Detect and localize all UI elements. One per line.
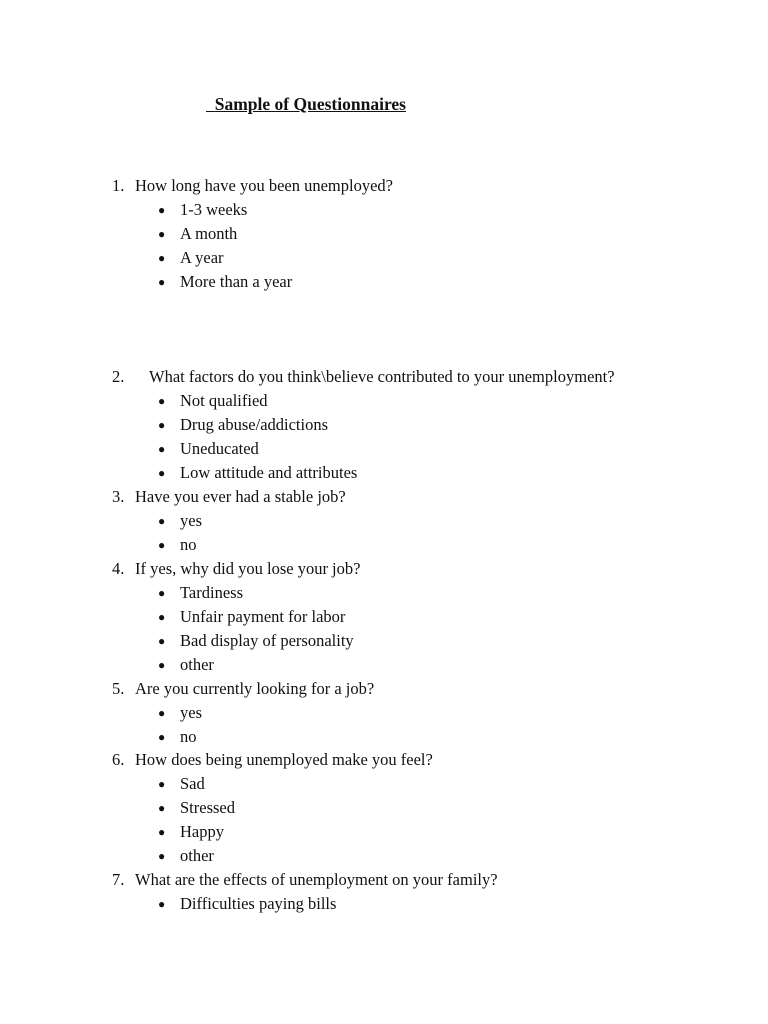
question-7 — [112, 868, 498, 892]
question-text: If yes, why did you lose your job? — [135, 559, 361, 578]
question-number: 1. — [112, 176, 125, 195]
question-number: 4. — [112, 559, 125, 578]
option-label: Unfair payment for labor — [180, 607, 346, 626]
question-number: 6. — [112, 750, 125, 769]
document-title-text: Sample of Questionnaires — [214, 94, 406, 114]
option-label: Not qualified — [180, 391, 268, 410]
option-label: Low attitude and attributes — [180, 463, 358, 482]
option-item — [158, 796, 235, 820]
option-item — [158, 772, 235, 796]
option-label: other — [180, 846, 214, 865]
option-label: Tardiness — [180, 583, 243, 602]
bullet-icon: ● — [158, 227, 166, 241]
question-4 — [112, 557, 360, 581]
option-label: no — [180, 727, 197, 746]
option-item — [158, 701, 202, 725]
question-3 — [112, 485, 346, 509]
option-item — [158, 246, 292, 270]
question-text: Are you currently looking for a job? — [135, 679, 375, 698]
option-label: yes — [180, 703, 202, 722]
option-item — [158, 653, 354, 677]
bullet-icon: ● — [158, 203, 166, 217]
option-item — [158, 509, 202, 533]
option-item — [158, 844, 235, 868]
option-label: A month — [180, 224, 238, 243]
bullet-icon: ● — [158, 634, 166, 648]
bullet-icon: ● — [158, 251, 166, 265]
option-item — [158, 413, 357, 437]
option-label: Happy — [180, 822, 224, 841]
bullet-icon: ● — [158, 825, 166, 839]
option-label: Sad — [180, 774, 205, 793]
bullet-icon: ● — [158, 801, 166, 815]
question-2 — [112, 365, 615, 389]
question-1-options — [158, 198, 292, 294]
bullet-icon: ● — [158, 394, 166, 408]
option-label: Uneducated — [180, 439, 259, 458]
option-item — [158, 222, 292, 246]
option-label: Stressed — [180, 798, 235, 817]
question-1 — [112, 174, 393, 198]
bullet-icon: ● — [158, 466, 166, 480]
option-label: Bad display of personality — [180, 631, 354, 650]
question-number: 3. — [112, 487, 125, 506]
option-item — [158, 270, 292, 294]
bullet-icon: ● — [158, 275, 166, 289]
question-number: 7. — [112, 870, 125, 889]
option-label: A year — [180, 248, 224, 267]
bullet-icon: ● — [158, 586, 166, 600]
question-5-options — [158, 701, 202, 749]
option-item — [158, 892, 336, 916]
question-text: Have you ever had a stable job? — [135, 487, 346, 506]
question-text: What are the effects of unemployment on your family? — [135, 870, 498, 889]
question-number: 2. — [112, 367, 125, 386]
question-6 — [112, 748, 433, 772]
option-label: yes — [180, 511, 202, 530]
document-title — [206, 94, 406, 115]
option-item — [158, 581, 354, 605]
option-item — [158, 629, 354, 653]
question-text: How long have you been unemployed? — [135, 176, 393, 195]
question-2-options — [158, 389, 357, 485]
bullet-icon: ● — [158, 706, 166, 720]
bullet-icon: ● — [158, 849, 166, 863]
question-text: How does being unemployed make you feel? — [135, 750, 433, 769]
option-label: 1-3 weeks — [180, 200, 248, 219]
bullet-icon: ● — [158, 658, 166, 672]
option-item — [158, 437, 357, 461]
option-item — [158, 198, 292, 222]
option-label: More than a year — [180, 272, 293, 291]
option-item — [158, 820, 235, 844]
question-7-options — [158, 892, 336, 916]
bullet-icon: ● — [158, 610, 166, 624]
bullet-icon: ● — [158, 897, 166, 911]
option-item — [158, 533, 202, 557]
bullet-icon: ● — [158, 514, 166, 528]
option-item — [158, 389, 357, 413]
question-5 — [112, 677, 374, 701]
bullet-icon: ● — [158, 730, 166, 744]
option-item — [158, 725, 202, 749]
bullet-icon: ● — [158, 442, 166, 456]
option-label: other — [180, 655, 214, 674]
option-label: Difficulties paying bills — [180, 894, 337, 913]
question-6-options — [158, 772, 235, 868]
option-item — [158, 605, 354, 629]
bullet-icon: ● — [158, 418, 166, 432]
question-3-options — [158, 509, 202, 557]
question-4-options — [158, 581, 354, 677]
question-number: 5. — [112, 679, 125, 698]
bullet-icon: ● — [158, 538, 166, 552]
question-text: What factors do you think\believe contributed to your unemployment? — [149, 367, 615, 386]
bullet-icon: ● — [158, 777, 166, 791]
option-label: no — [180, 535, 197, 554]
option-label: Drug abuse/addictions — [180, 415, 329, 434]
option-item — [158, 461, 357, 485]
